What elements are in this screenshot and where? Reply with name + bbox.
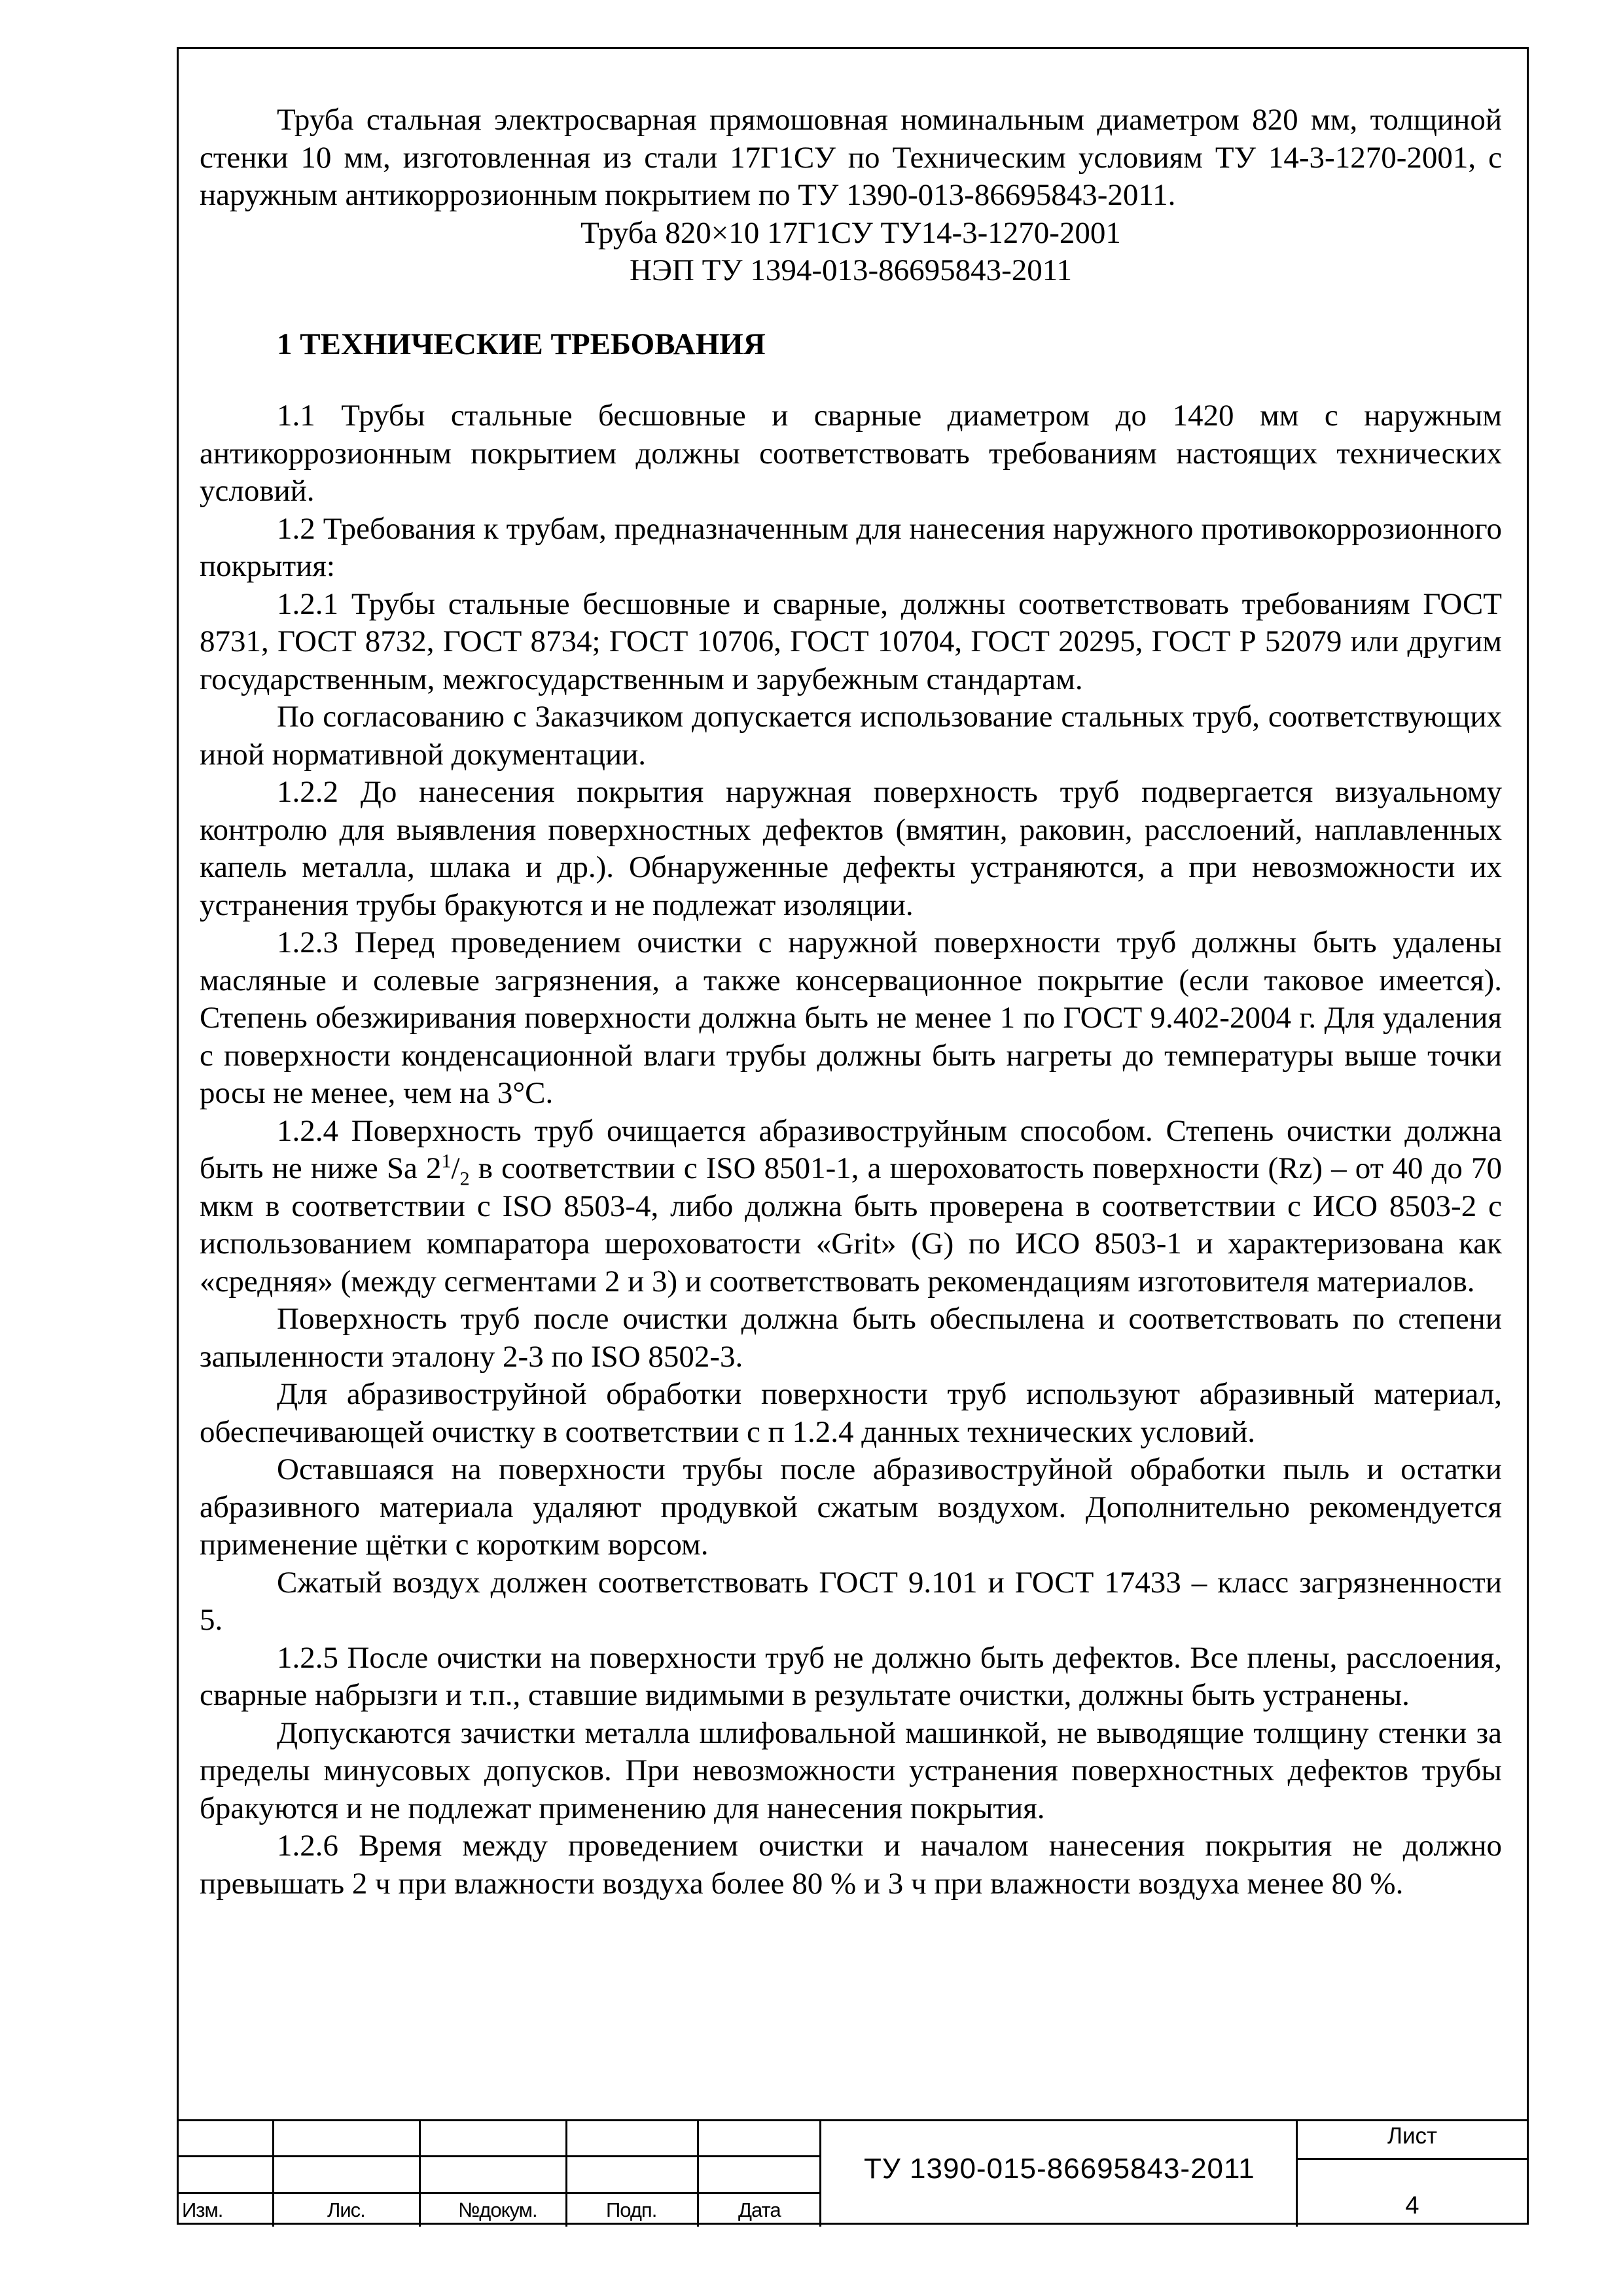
paragraph-1-1: 1.1 Трубы стальные бесшовные и сварные диаметром до 1420 мм с наружным антикоррозионным покрытием должны соответствовать требованиям настоящих технических условий. <box>200 399 1502 508</box>
intro-paragraph: Труба стальная электросварная прямошовная номинальным диаметром 820 мм, толщиной стенки 10 мм, изготовленная из стали 17Г1СУ по Техническим условиям ТУ 14-3-1270-2001, с наружным антикоррозионным покрытием по ТУ 1390-013-86695843-2011. <box>200 103 1502 212</box>
paragraph-grinding: Допускаются зачистки металла шлифовальной машинкой, не выводящие толщину стенки за пределы минусовых допусков. При невозможности устранения поверхностных дефектов трубы бракуются и не подлежат применению для нанесения покрытия. <box>200 1715 1502 1825</box>
stamp-label-sheet: Лис. <box>327 2198 365 2221</box>
p124-before: 1.2.4 Поверхность труб очищается абразивоструйным способом. Степень очистки должна быть не ниже Sa 2 <box>200 1113 1502 1185</box>
paragraph-1-2-4 <box>200 1113 1502 1301</box>
p124-sub: 2 <box>459 1168 470 1190</box>
stamp-rule <box>177 2155 819 2157</box>
designation-line-2: НЭП ТУ 1394-013-86695843-2011 <box>629 253 1073 287</box>
stamp-divider <box>419 2121 421 2227</box>
p124-slash: / <box>451 1151 460 1185</box>
stamp-divider <box>697 2121 699 2227</box>
p124-after: в соответствии с ISO 8501-1, а шероховатость поверхности (Rz) – от 40 до 70 мкм в соответствии с ISO 8503-4, либо должна быть проверена в соответствии с ИСО 8503-2 с использованием компаратора шероховатости «Grit» (G) по ИСО 8503-1 и характеризована как «средняя» (между сегментами 2 и 3) и соответствовать рекомендациям изготовителя материалов. <box>200 1151 1503 1299</box>
stamp-divider <box>819 2121 821 2227</box>
designation-line-1 <box>200 215 1502 253</box>
document-body <box>200 101 1502 1903</box>
stamp-rule <box>177 2192 819 2194</box>
stamp-label-date: Дата <box>738 2198 781 2221</box>
stamp-label-doc: №докум. <box>458 2198 537 2221</box>
section-heading: 1 ТЕХНИЧЕСКИЕ ТРЕБОВАНИЯ <box>277 327 766 361</box>
p124-sup: 1 <box>441 1150 452 1172</box>
stamp-label-change: Изм. <box>182 2198 223 2221</box>
title-block <box>177 2119 1529 2225</box>
document-number: ТУ 1390-015-86695843-2011 <box>864 2153 1255 2185</box>
paragraph-1-2-5: 1.2.5 После очистки на поверхности труб не должно быть дефектов. Все плены, расслоения, сварные набрызги и т.п., ставшие видимыми в результате очистки, должны быть устранены. <box>200 1640 1502 1712</box>
paragraph-residue: Оставшаяся на поверхности трубы после абразивоструйной обработки пыль и остатки абразивного материала удаляют продувкой сжатым воздухом. Дополнительно рекомендуется применение щётки с коротким ворсом. <box>200 1452 1502 1562</box>
paragraph-abrasive: Для абразивоструйной обработки поверхности труб используют абразивный материал, обеспечивающей очистку в соответствии с п 1.2.4 данных технических условий. <box>200 1377 1502 1449</box>
sheet-number: 4 <box>1405 2192 1419 2219</box>
paragraph-agreement: По согласованию с Заказчиком допускается использование стальных труб, соответствующих иной нормативной документации. <box>200 700 1502 772</box>
stamp-divider <box>565 2121 567 2227</box>
paragraph-1-2-6: 1.2.6 Время между проведением очистки и началом нанесения покрытия не должно превышать 2 ч при влажности воздуха более 80 % и 3 ч при влажности воздуха менее 80 %. <box>200 1829 1502 1901</box>
paragraph-1-2-3: 1.2.3 Перед проведением очистки с наружной поверхности труб должны быть удалены масляные и солевые загрязнения, а также консервационное покрытие (если таковое имеется). Степень обезжиривания поверхности должна быть не менее 1 по ГОСТ 9.402-2004 г. Для удаления с поверхности конденсационной влаги трубы должны быть нагреты до температуры выше точки росы не менее, чем на 3°С. <box>200 925 1502 1110</box>
paragraph-1-2-2: 1.2.2 До нанесения покрытия наружная поверхность труб подвергается визуальному контролю для выявления поверхностных дефектов (вмятин, раковин, расслоений, наплавленных капель металла, шлака и др.). Обнаруженные дефекты устраняются, а при невозможности их устранения трубы бракуются и не подлежат изоляции. <box>200 775 1502 922</box>
paragraph-1-2: 1.2 Требования к трубам, предназначенным для нанесения наружного противокоррозионного покрытия: <box>200 511 1502 583</box>
stamp-label-sign: Подп. <box>606 2198 657 2221</box>
paragraph-dust: Поверхность труб после очистки должна быть обеспылена и соответствовать по степени запыленности эталону 2-3 по ISO 8502-3. <box>200 1302 1502 1374</box>
paragraph-1-2-1: 1.2.1 Трубы стальные бесшовные и сварные, должны соответствовать требованиям ГОСТ 8731, ГОСТ 8732, ГОСТ 8734; ГОСТ 10706, ГОСТ 10704, ГОСТ 20295, ГОСТ Р 52079 или другим государственным, межгосударственным и зарубежным стандартам. <box>200 586 1502 696</box>
stamp-divider <box>272 2121 274 2227</box>
designation-text: Труба 820×10 17Г1СУ ТУ14-3-1270-2001 <box>580 215 1121 250</box>
sheet-label: Лист <box>1387 2123 1438 2149</box>
paragraph-air: Сжатый воздух должен соответствовать ГОСТ 9.101 и ГОСТ 17433 – класс загрязненности 5. <box>200 1565 1502 1637</box>
